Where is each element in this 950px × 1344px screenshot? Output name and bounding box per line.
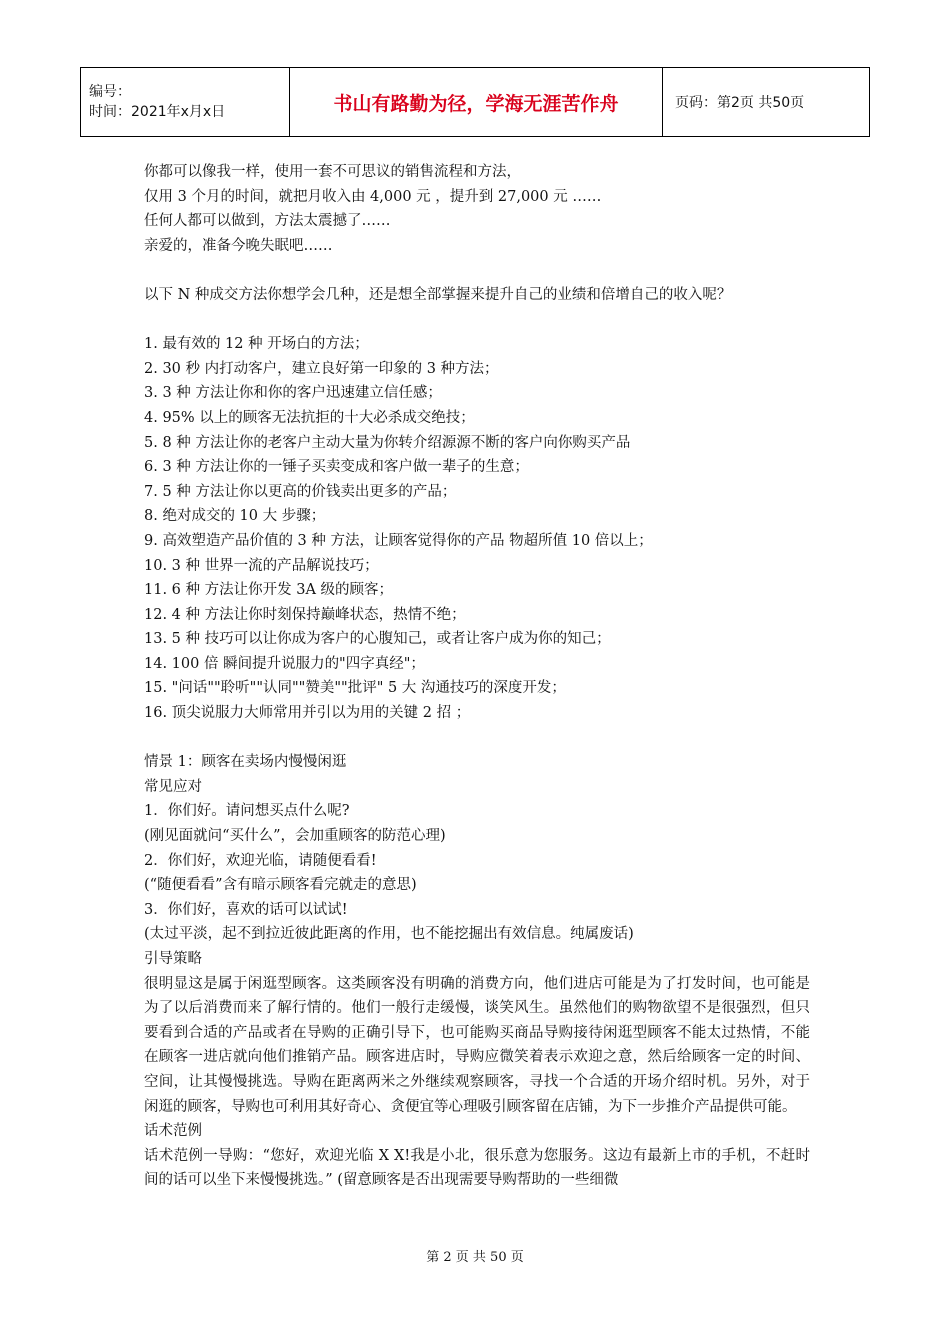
- list-item: 15. "问话""聆听""认同""赞美""批评" 5 大 沟通技巧的深度开发；: [144, 680, 566, 697]
- intro-line: 你都可以像我一样，使用一套不可思议的销售流程和方法，: [144, 164, 521, 180]
- strategy-paragraph: 很明显这是属于闲逛型顾客。这类顾客没有明确的消费方向，他们进店可能是为了打发时间，也可能是为了以后消费而来了解行情的。他们一般行走缓慢，谈笑风生。虽然他们的购物欲望不是很强烈，但只要看到合适的产品或者在导购的正确引导下，也可能购买商品导购接待闲逛型顾客不能太过热情，不能在顾客一进店就向他们推销产品。顾客进店时，导购应微笑着表示欢迎之意，然后给顾客一定的时间、空间，让其慢慢挑选。导购在距离两米之外继续观察顾客，寻找一个合适的开场介绍时机。另外，对于闲逛的顾客，导购也可利用其好奇心、贪便宜等心理吸引顾客留在店铺，为下一步推介产品提供可能。: [144, 975, 810, 1115]
- list-item: 6. 3 种 方法让你的一锤子买卖变成和客户做一辈子的生意；: [144, 459, 529, 476]
- header-motto: 书山有路勤为径，学海无涯苦作舟: [290, 68, 663, 137]
- list-item: 12. 4 种 方法让你时刻保持巅峰状态，热情不绝；: [144, 606, 466, 623]
- common-line: 1．你们好。请问想买点什么呢?: [144, 803, 350, 820]
- list-item: 2. 30 秒 内打动客户，建立良好第一印象的 3 种方法；: [144, 360, 499, 377]
- list-item: 10. 3 种 世界一流的产品解说技巧；: [144, 557, 379, 574]
- list-item: 16. 顶尖说服力大师常用并引以为用的关键 2 招 ；: [144, 705, 471, 722]
- list-item: 7. 5 种 方法让你以更高的价钱卖出更多的产品；: [144, 483, 457, 500]
- strategy-heading: 引导策略: [144, 951, 202, 967]
- common-line: (刚见面就问“买什么”，会加重顾客的防范心理): [144, 828, 446, 845]
- list-item: 8. 绝对成交的 10 大 步骤；: [144, 508, 326, 525]
- list-item: 4. 95% 以上的顾客无法抗拒的十大必杀成交绝技；: [144, 409, 475, 426]
- methods-list: [144, 332, 810, 726]
- header-page-info: 页码：第2页 共50页: [663, 68, 870, 137]
- list-item: 3. 3 种 方法让你和你的客户迅速建立信任感；: [144, 385, 442, 402]
- intro-line: 任何人都可以做到，方法太震撼了……: [144, 213, 391, 230]
- time-label: 时间：2021年x月x日: [89, 104, 226, 120]
- list-item: 5. 8 种 方法让你的老客户主动大量为你转介绍源源不断的客户向你购买产品: [144, 434, 631, 451]
- example-paragraph: 话术范例一导购：“您好，欢迎光临 X X!我是小北，很乐意为您服务。这边有最新上市的手机，不赶时间的话可以坐下来慢慢挑选。” (留意顾客是否出现需要导购帮助的一些细微: [144, 1147, 810, 1189]
- question-line: 以下 N 种成交方法你想学会几种，还是想全部掌握来提升自己的业绩和倍增自己的收入呢？: [144, 286, 732, 303]
- common-heading: 常见应对: [144, 778, 202, 795]
- header-meta: [81, 68, 290, 137]
- list-item: 13. 5 种 技巧可以让你成为客户的心腹知己，或者让客户成为你的知己；: [144, 631, 611, 648]
- intro-line: 亲爱的，准备今晚失眠吧……: [144, 237, 333, 254]
- list-item: 11. 6 种 方法让你开发 3A 级的顾客；: [144, 582, 394, 599]
- common-line: (太过平淡，起不到拉近彼此距离的作用，也不能挖掘出有效信息。纯属废话): [144, 926, 634, 943]
- common-line: 3．你们好，喜欢的话可以试试!: [144, 901, 348, 918]
- document-body: [144, 160, 810, 1193]
- number-label: 编号：: [89, 84, 131, 100]
- list-item: 1. 最有效的 12 种 开场白的方法；: [144, 336, 369, 353]
- page-header: [80, 67, 870, 137]
- intro-line: 仅用 3 个月的时间，就把月收入由 4,000 元 ，提升到 27,000 元 ……: [144, 188, 602, 205]
- list-item: 9. 高效塑造产品价值的 3 种 方法，让顾客觉得你的产品 物超所值 10 倍以上；: [144, 532, 653, 549]
- common-line: (“随便看看”含有暗示顾客看完就走的意思): [144, 877, 417, 894]
- example-heading: 话术范例: [144, 1123, 202, 1140]
- scenario-title: 情景 1：顾客在卖场内慢慢闲逛: [144, 754, 347, 771]
- common-line: 2．你们好，欢迎光临，请随便看看!: [144, 852, 377, 869]
- list-item: 14. 100 倍 瞬间提升说服力的"四字真经"；: [144, 655, 425, 672]
- page-footer: 第 2 页 共 50 页: [426, 1250, 524, 1265]
